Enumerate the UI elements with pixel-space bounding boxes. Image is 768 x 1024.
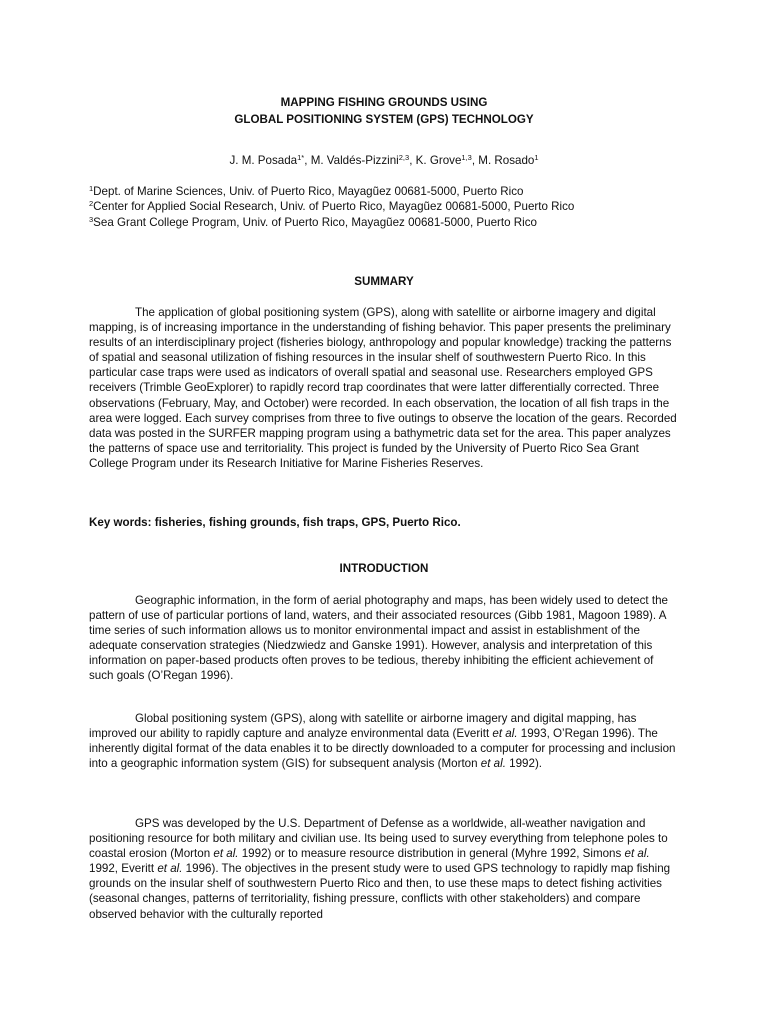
affiliation-mark: 1: [89, 184, 94, 193]
affiliation-text: Center for Applied Social Research, Univ. of Puerto Rico, Mayagũez 00681-5000, Puerto Rico: [93, 200, 575, 214]
affiliation-item: [89, 215, 679, 230]
title-line-2: GLOBAL POSITIONING SYSTEM (GPS) TECHNOLOGY: [234, 113, 534, 126]
citation-et-al: et al.: [492, 727, 518, 741]
citation-et-al: et al.: [157, 862, 183, 876]
intro-paragraph-1: [89, 593, 679, 684]
intro-p2-text-a: Global positioning system (GPS), along with satellite or airborne imagery and digital mapping, has improved our ability to rapidly capture and analyze environmental data (Everitt: [89, 712, 637, 741]
author-affiliation-mark: 1*: [297, 153, 305, 162]
intro-paragraph-2: [89, 711, 679, 771]
intro-paragraph-3: [89, 816, 679, 922]
affiliation-mark: 2: [89, 199, 94, 209]
intro-p3-text-b: 1992) or to measure resource distribution in general (Myhre 1992, Simons: [238, 847, 625, 861]
intro-p2-text-c: 1992).: [505, 757, 543, 771]
citation-et-al: et al.: [213, 847, 239, 861]
affiliation-text: Sea Grant College Program, Univ. of Puerto Rico, Mayagũez 00681-5000, Puerto Rico: [93, 215, 537, 229]
introduction-heading: INTRODUCTION: [339, 562, 429, 575]
keywords: Key words: fisheries, fishing grounds, fish traps, GPS, Puerto Rico.: [89, 516, 461, 529]
affiliation-text: Dept. of Marine Sciences, Univ. of Puerto Rico, Mayagũez 00681-5000, Puerto Rico: [93, 185, 524, 198]
title-line-1: MAPPING FISHING GROUNDS USING: [280, 96, 488, 109]
affiliation-list: [89, 184, 679, 230]
intro-p2-text-b: 1993, O’Regan 1996). The inherently digital format of the data enables it to be directly downloaded to a computer for processing and inclusion into a geographic information system (GIS) for subsequent analysis (Morton: [89, 727, 676, 771]
intro-p3-text-c: 1992, Everitt: [89, 862, 158, 876]
paper-title: [89, 94, 679, 128]
intro-p3-text-a: GPS was developed by the U.S. Department of Defense as a worldwide, all-weather navigation and positioning resource for both military and civilian use. Its being used to survey everything from telephone poles to coastal erosion (Morton: [89, 817, 668, 861]
summary-heading: SUMMARY: [354, 275, 414, 288]
author-affiliation-mark: 1: [534, 153, 539, 162]
citation-et-al: et al.: [480, 757, 506, 771]
intro-p3-text-d: 1996). The objectives in the present study were to used GPS technology to rapidly map fishing grounds on the insular shelf of southwestern Puerto Rico and then, to use these maps to detect fishing activities (seasonal changes, patterns of territoriality, fishing pressure, conflicts with other stakeholders) and compare observed behavior with the culturally reported: [89, 862, 671, 921]
author-list: J. M. Posada$^{1*}$, M. Valdés-Pizzini$^{2,3}$, K. Grove$^{1,3}$, M. Rosado$^1$: [229, 153, 539, 167]
summary-paragraph: [89, 305, 679, 471]
affiliation-mark: 3: [89, 214, 94, 224]
affiliation-item: [89, 199, 679, 214]
author-name: K. Grove: [415, 154, 462, 167]
affiliation-item: [89, 184, 679, 199]
summary-text: The application of global positioning system (GPS), along with satellite or airborne imagery and digital mapping, is of increasing importance in the understanding of fishing behavior. This paper presents the preliminary results of an interdisciplinary project (fisheries biology, anthropology and popular knowledge) tracking the patterns of spatial and seasonal utilization of fishing resources in the insular shelf of southwestern Puerto Rico. In this particular case traps were used as indicators of overall spatial and seasonal use. Researchers employed GPS receivers (Trimble GeoExplorer) to rapidly record trap coordinates that were latter differentially corrected. Three observations (February, May, and October) were recorded. In each observation, the location of all fish traps in the area were logged. Each survey comprises from three to five outings to observe the location of the gears. Recorded data was posted in the SURFER mapping program using a bathymetric data set for the area. This paper analyzes the patterns of space use and territoriality. This project is funded by the University of Puerto Rico Sea Grant College Program under its Research Initiative for Marine Fisheries Reserves.: [89, 306, 677, 470]
intro-paragraph-1-text: Geographic information, in the form of aerial photography and maps, has been widely used to detect the pattern of use of particular portions of land, waters, and their associated resources (Gibb 1981, Magoon 1989). A time series of such information allows us to monitor environmental impact and assist in establishment of the adequate conservation strategies (Niedzwiedz and Ganske 1991). However, analysis and interpretation of this information on paper-based products often proves to be tedious, thereby inhibiting the efficient achievement of such goals (O’Regan 1996).: [89, 594, 668, 683]
author-affiliation-mark: 2,3: [398, 153, 410, 162]
author-name: M. Valdés-Pizzini: [310, 154, 399, 167]
author-name: J. M. Posada: [229, 154, 298, 167]
citation-et-al: et al.: [624, 847, 650, 861]
author-name: M. Rosado: [478, 154, 535, 167]
author-affiliation-mark: 1,3: [461, 153, 472, 162]
